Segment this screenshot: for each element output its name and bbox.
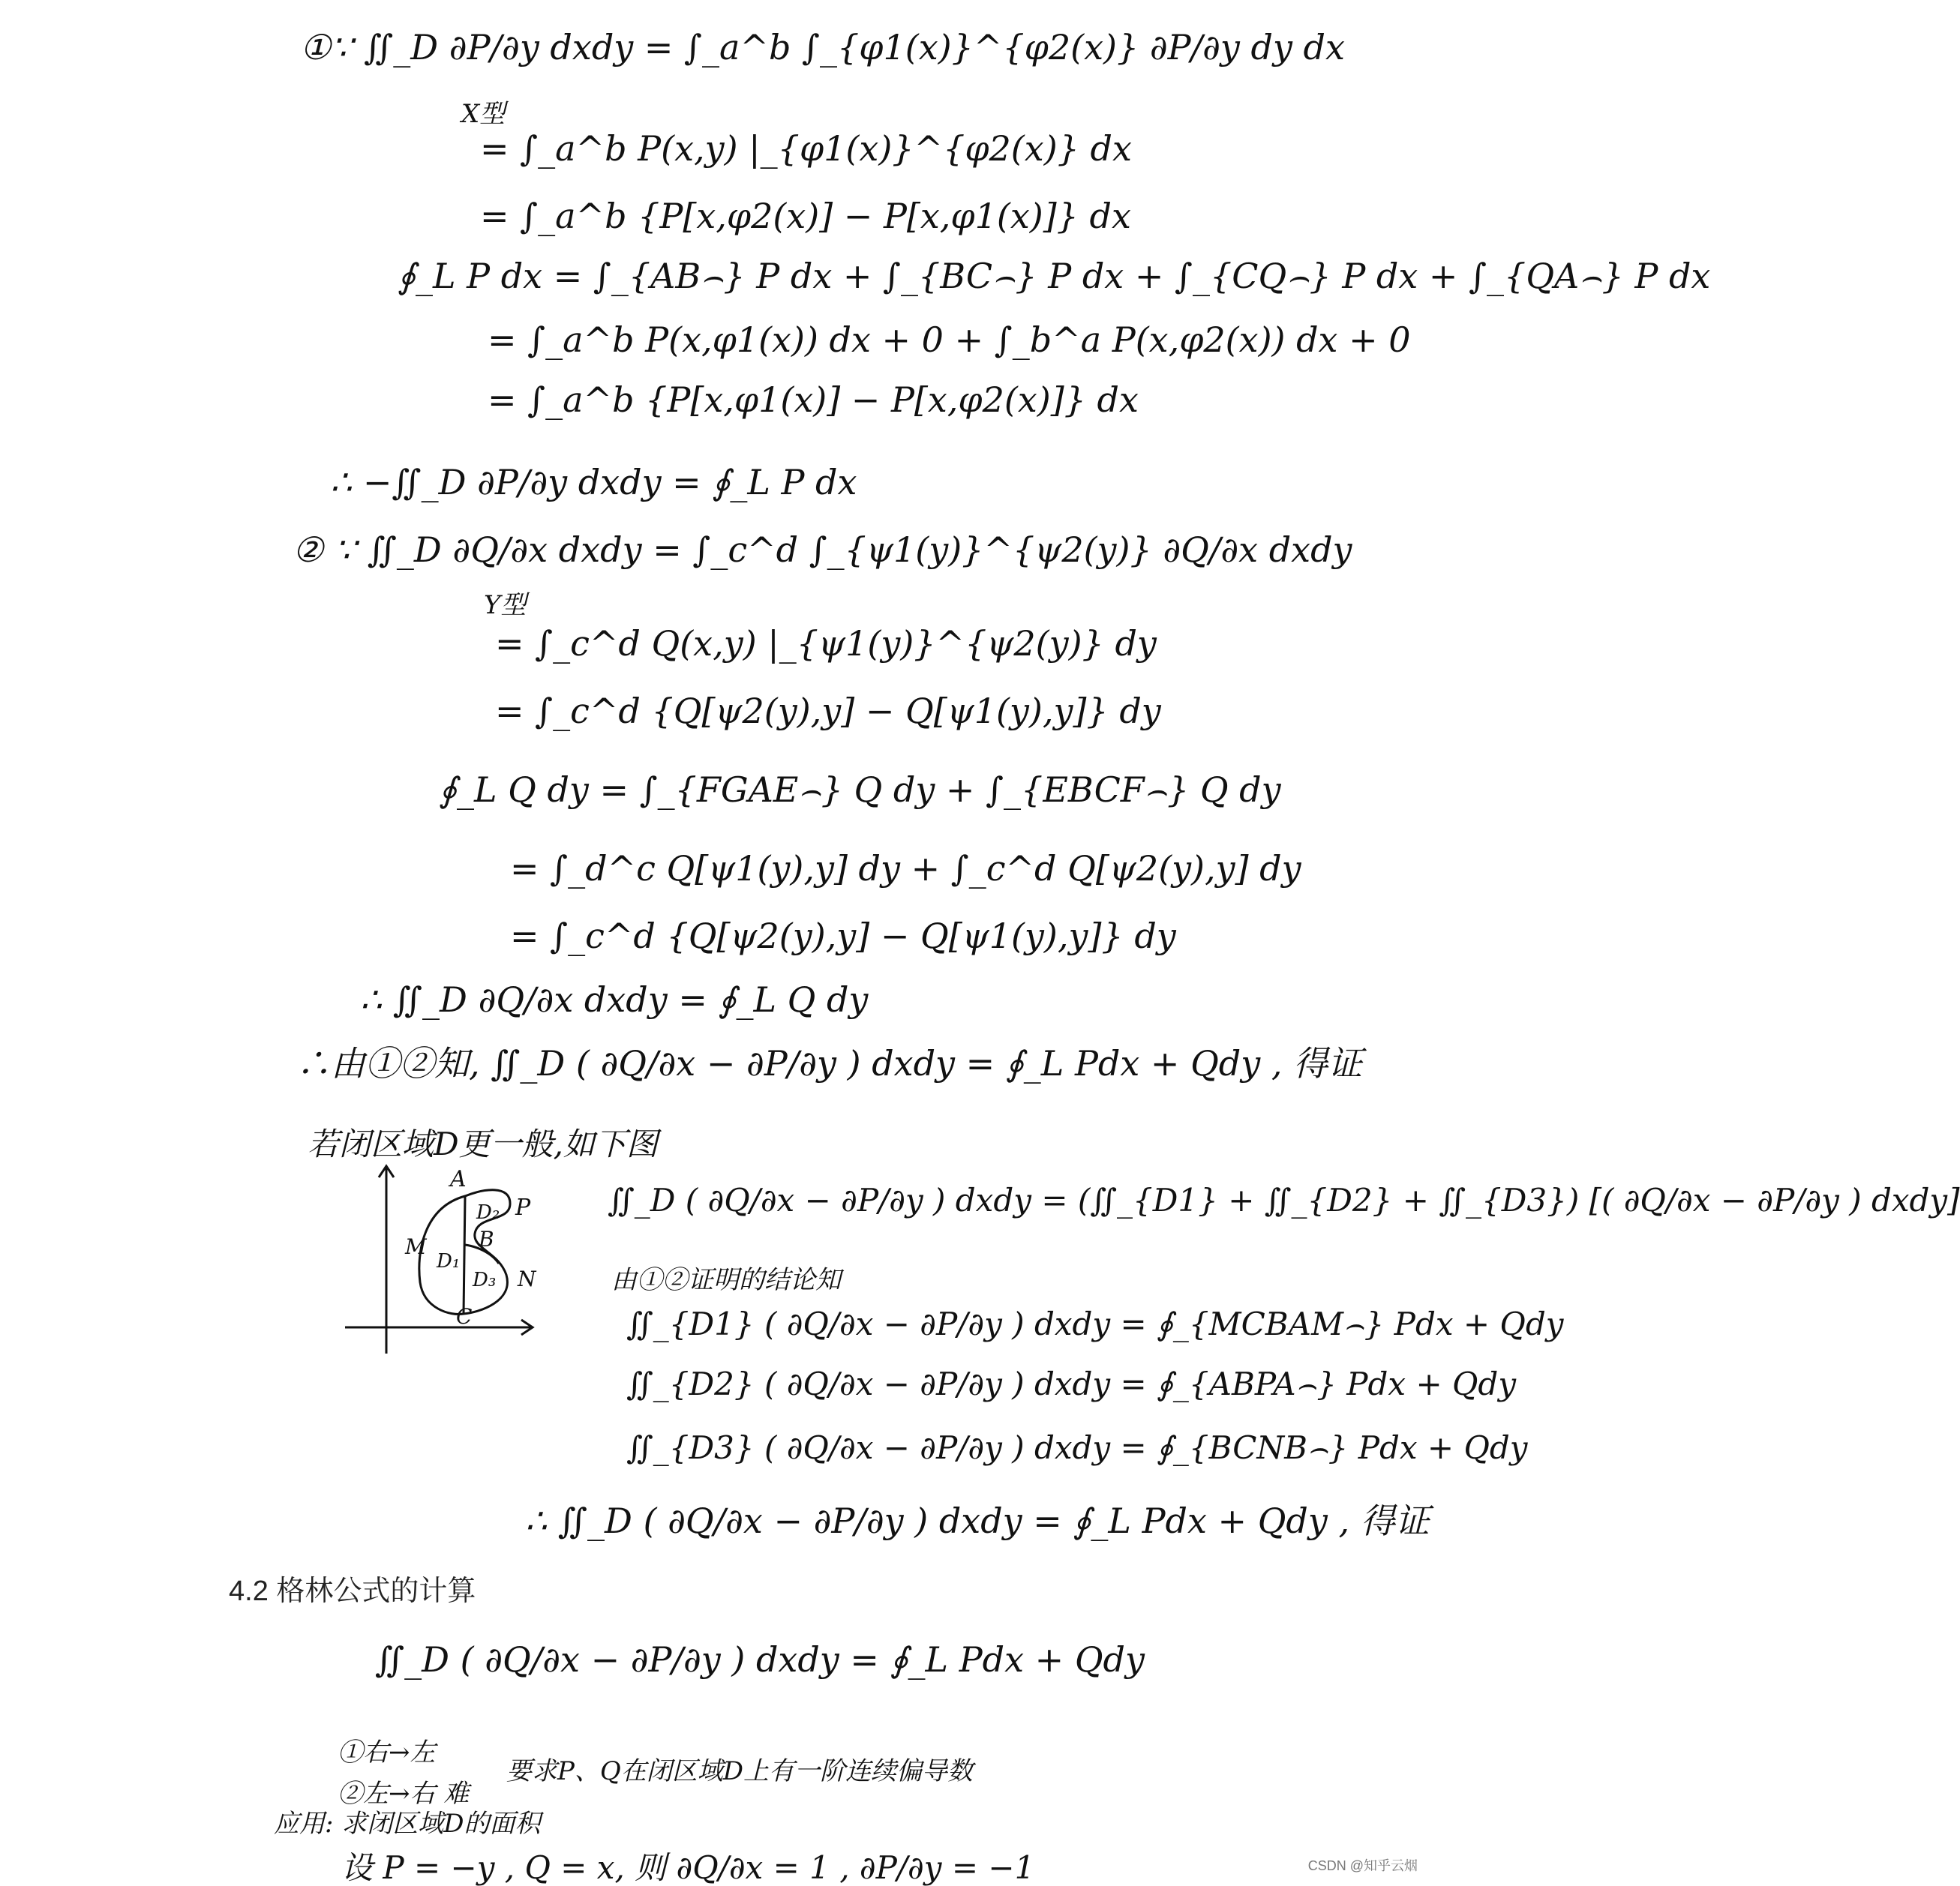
part1-line4: ∮_L P dx = ∫_{AB⌢} P dx + ∫_{BC⌢} P dx + ∫_{CQ⌢} P dx + ∫_{QA⌢} P dx: [398, 256, 1711, 296]
split-line: [464, 1196, 465, 1314]
part2-line4: ∮_L Q dy = ∫_{FGAE⌢} Q dy + ∫_{EBCF⌢} Q dy: [439, 769, 1281, 810]
part1-line3: = ∫_a^b {P[x,φ2(x)] − P[x,φ1(x)]} dx: [480, 196, 1131, 236]
setting-formula: 设 P = −y , Q = x, 则 ∂Q/∂x = 1 , ∂P/∂y = −1: [341, 1849, 1035, 1886]
section-heading: 4.2 格林公式的计算: [229, 1576, 476, 1607]
by-conclusion-text: 由①②证明的结论知: [611, 1265, 841, 1295]
part1-conclusion: ∴ −∬_D ∂P/∂y dxdy = ∮_L P dx: [330, 462, 857, 502]
part1-line1: ①∵ ∬_D ∂P/∂y dxdy = ∫_a^b ∫_{φ1(x)}^{φ2(x)} ∂P/∂y dy dx: [300, 27, 1345, 67]
region-conclusion: ∴ ∬_D ( ∂Q/∂x − ∂P/∂y ) dxdy = ∮_L Pdx + Qdy , 得证: [525, 1501, 1430, 1541]
region-split-formula: ∬_D ( ∂Q/∂x − ∂P/∂y ) dxdy = (∬_{D1} + ∬_{D2} + ∬_{D3}) [( ∂Q/∂x − ∂P/∂y ) dxdy]: [608, 1182, 1960, 1219]
d1-formula: ∬_{D1} ( ∂Q/∂x − ∂P/∂y ) dxdy = ∮_{MCBAM⌢} Pdx + Qdy: [626, 1306, 1564, 1342]
d2-formula: ∬_{D2} ( ∂Q/∂x − ∂P/∂y ) dxdy = ∮_{ABPA⌢} Pdx + Qdy: [626, 1366, 1517, 1402]
part2-conclusion: ∴ ∬_D ∂Q/∂x dxdy = ∮_L Q dy: [360, 979, 869, 1020]
y-type-label: Y型: [484, 590, 527, 620]
requirement-text: 要求P、Q在闭区域D上有一阶连续偏导数: [506, 1756, 974, 1786]
label-B: B: [479, 1227, 494, 1252]
direction-hard: ②左→右 难: [338, 1779, 470, 1809]
label-C: C: [456, 1304, 473, 1329]
part2-line3: = ∫_c^d {Q[ψ2(y),y] − Q[ψ1(y),y]} dy: [495, 691, 1161, 731]
label-M: M: [405, 1234, 427, 1259]
watermark: CSDN @知乎云烟: [1307, 1858, 1418, 1873]
general-region-caption: 若闭区域D更一般,如下图: [308, 1126, 659, 1162]
label-P: P: [515, 1195, 531, 1221]
region-diagram: [341, 1162, 581, 1357]
green-formula: ∬_D ( ∂Q/∂x − ∂P/∂y ) dxdy = ∮_L Pdx + Qdy: [375, 1639, 1145, 1680]
part1-line6: = ∫_a^b {P[x,φ1(x)] − P[x,φ2(x)]} dx: [488, 379, 1139, 420]
final-conclusion: ∴由①②知, ∬_D ( ∂Q/∂x − ∂P/∂y ) dxdy = ∮_L Pdx + Qdy , 得证: [296, 1043, 1363, 1084]
label-N: N: [518, 1267, 536, 1291]
part2-line6: = ∫_c^d {Q[ψ2(y),y] − Q[ψ1(y),y]} dy: [510, 916, 1176, 956]
part2-line1: ② ∵ ∬_D ∂Q/∂x dxdy = ∫_c^d ∫_{ψ1(y)}^{ψ2(y)} ∂Q/∂x dxdy: [293, 529, 1352, 570]
part1-line5: = ∫_a^b P(x,φ1(x)) dx + 0 + ∫_b^a P(x,φ2(x)) dx + 0: [488, 319, 1411, 360]
x-type-label: X型: [461, 99, 506, 129]
label-D1: D₁: [437, 1250, 461, 1273]
label-A: A: [450, 1166, 467, 1192]
label-D2: D₂: [476, 1201, 500, 1224]
direction-easy: ①右→左: [338, 1738, 436, 1768]
d3-formula: ∬_{D3} ( ∂Q/∂x − ∂P/∂y ) dxdy = ∮_{BCNB⌢} Pdx + Qdy: [626, 1429, 1528, 1466]
part2-line5: = ∫_d^c Q[ψ1(y),y] dy + ∫_c^d Q[ψ2(y),y] dy: [510, 848, 1301, 889]
application-text: 应用: 求闭区域D的面积: [274, 1809, 541, 1839]
label-D3: D₃: [473, 1269, 497, 1291]
part1-line2: = ∫_a^b P(x,y) |_{φ1(x)}^{φ2(x)} dx: [480, 128, 1132, 169]
part2-line2: = ∫_c^d Q(x,y) |_{ψ1(y)}^{ψ2(y)} dy: [495, 623, 1157, 664]
